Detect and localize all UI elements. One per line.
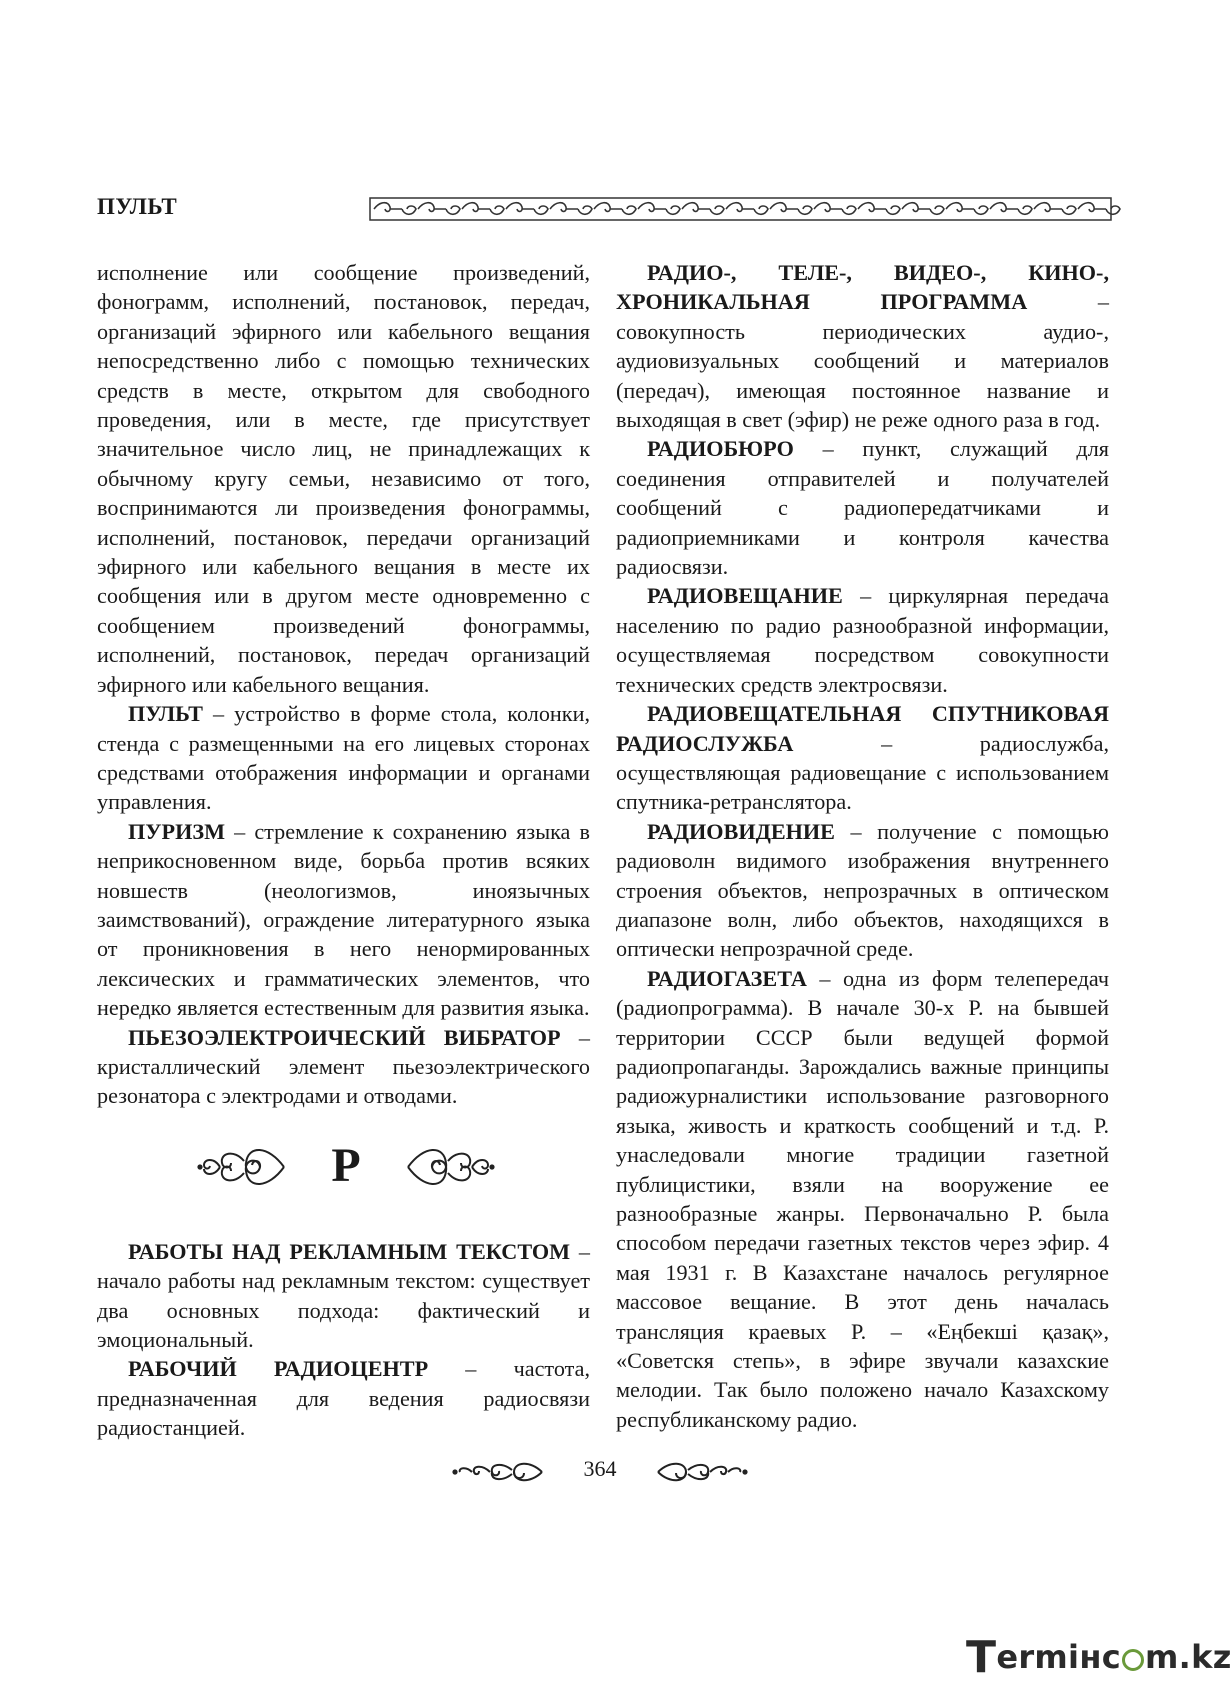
- ornament-motif: [726, 203, 768, 215]
- continuation-paragraph: исполнение или сообщение произведений, фонограмм, исполнений, постановок, передач, организаций эфирного или кабельного вещания непосредственно либо с помощью технических средств в месте, открытом для свободного проведения, или в месте, где присутствует значительное число лиц, не принадлежащих к обычному кругу семьи, независимо от того, воспринимаются ли произведения фонограммы, исполнений, постановок, передачи организаций эфирного или кабельного вещания в месте их сообщения или в другом месте одновременно с сообщением произведений фонограммы, исполнений, постановок, передач организаций эфирного или кабельного вещания.: [97, 260, 590, 697]
- entry-term: РАДИОВЕЩАНИЕ: [647, 583, 843, 609]
- entry-definition: – одна из форм телепередач (радиопрограмма). В начале 30-х Р. на бывшей территории СССР были ведущей формой радиопропаганды. Зарождались важные принципы радиожурналистики использование разговорного языка, живость и краткость сообщений и т.д. Р. унаследовали многие традиции газетной публицистики, взяли на вооружение ее разнообразные жанры. Первоначально Р. была способом передачи газетных текстов через эфир. 4 мая 1931 г. В Казахстане началось регулярное массовое вещание. В этот день началась трансляция краевых Р. – «Еңбекші қазақ», «Советскя степь», в эфире звучали казахские мелодии. Так было положено начало Казахскому республиканскому радио.: [616, 965, 1109, 1432]
- entry-term: РАДИО-, ТЕЛЕ-, ВИДЕО-, КИНО-, ХРОНИКАЛЬНАЯ ПРОГРАММА: [616, 260, 1109, 315]
- entry-term: ПУРИЗМ: [128, 818, 226, 844]
- site-watermark: [966, 1632, 1232, 1683]
- entry-term: ПЬЕЗОЭЛЕКТРОИЧЕСКИЙ ВИБРАТОР: [128, 1024, 561, 1050]
- dictionary-entry: [97, 1237, 590, 1355]
- section-letter: Р: [331, 1138, 361, 1192]
- entry-term: РАДИОВИДЕНИЕ: [647, 818, 835, 844]
- ornament-motif: [990, 203, 1032, 215]
- watermark-text: ermінc: [996, 1638, 1122, 1676]
- ornament-motif: [374, 203, 416, 215]
- footer-ornament-right-icon: [656, 1458, 748, 1486]
- left-column: [97, 258, 590, 1443]
- section-letter-divider: [97, 1111, 590, 1237]
- dictionary-entry: [97, 699, 590, 817]
- entry-definition: – частота, предназначенная для ведения радиосвязи радиостанцией.: [97, 1356, 590, 1441]
- entry-definition: – циркулярная передача населению по радио разнообразной информации, осуществляемая посредством совокупности технических средств электросвязи.: [616, 583, 1109, 697]
- dictionary-entry: [616, 258, 1109, 434]
- ornament-motif: [682, 203, 724, 215]
- watermark-o-icon: [1122, 1649, 1144, 1671]
- ornament-motif: [550, 203, 592, 215]
- dictionary-entry: [616, 434, 1109, 581]
- entry-definition: – кристаллический элемент пьезоэлектрического резонатора с электродами и отводами.: [97, 1024, 590, 1109]
- ornament-motif: [506, 203, 548, 215]
- ornament-motif: [946, 203, 988, 215]
- ornament-motif: [1034, 203, 1076, 215]
- entry-term: РАБОЧИЙ РАДИОЦЕНТР: [128, 1356, 429, 1382]
- ornament-right-icon: [406, 1141, 494, 1193]
- footer-ornament-left-icon: [452, 1458, 544, 1486]
- ornament-motif: [902, 203, 944, 215]
- dictionary-entry: [616, 581, 1109, 699]
- header-ornament-border: [370, 196, 1111, 222]
- entry-term: ПУЛЬТ: [128, 701, 203, 727]
- entry-definition: – стремление к сохранению языка в неприкосновенном виде, борьба против всяких новшеств (неологизмов, иноязычных заимствований), ограждение литературного языка от проникновения в него ненормированных лексических и грамматических элементов, что нередко является естественным для развития языка.: [97, 818, 590, 1021]
- ornament-left-icon: [198, 1141, 286, 1193]
- ornament-motif: [858, 203, 900, 215]
- entry-definition: – начало работы над рекламным текстом: существует два основных подхода: фактический и эмоциональный.: [97, 1238, 590, 1352]
- entry-definition: – радиослужба, осуществляющая радиовещание с использованием спутника-ретранслятора.: [616, 730, 1109, 815]
- ornament-motif: [594, 203, 636, 215]
- ornament-motif: [814, 203, 856, 215]
- watermark-domain: m.kz: [1145, 1638, 1232, 1676]
- entry-term: РАДИОВЕЩАТЕЛЬНАЯ СПУТНИКОВАЯ РАДИОСЛУЖБА: [616, 701, 1109, 756]
- ornament-motif: [1078, 203, 1120, 215]
- right-column: [616, 258, 1109, 1434]
- dictionary-entry: [97, 1354, 590, 1442]
- ornament-motif: [418, 203, 460, 215]
- ornament-motif: [462, 203, 504, 215]
- entry-definition: – устройство в форме стола, колонки, стенда с размещенными на его лицевых сторонах средствами отображения информации и органами управления.: [97, 701, 590, 815]
- entry-term: РАБОТЫ НАД РЕКЛАМНЫМ ТЕКСТОМ: [128, 1238, 571, 1264]
- dictionary-entry: [616, 699, 1109, 817]
- dictionary-entry: [616, 964, 1109, 1435]
- dictionary-entry: [97, 817, 590, 1023]
- entry-term: РАДИОБЮРО: [647, 436, 794, 462]
- page-number: 364: [583, 1456, 617, 1481]
- entry-definition: – совокупность периодических аудио-, аудиовизуальных сообщений и материалов (передач), имеющая постоянное название и выходящая в свет (эфир) не реже одного раза в год.: [616, 289, 1109, 433]
- entry-definition: – получение с помощью радиоволн видимого изображения внутреннего строения объектов, непрозрачных в оптическом диапазоне волн, либо объектов, находящихся в оптически непрозрачной среде.: [616, 818, 1109, 962]
- entry-term: РАДИОГАЗЕТА: [647, 965, 807, 991]
- watermark-letter: T: [966, 1632, 997, 1683]
- ornament-motif: [638, 203, 680, 215]
- dictionary-entry: [616, 817, 1109, 964]
- page-footer: [0, 1452, 1191, 1492]
- running-head: ПУЛЬТ: [97, 194, 178, 219]
- entry-definition: – пункт, служащий для соединения отправителей и получателей сообщений с радиопередатчиками и радиоприемниками и контроля качества радиосвязи.: [616, 436, 1109, 580]
- dictionary-entry: [97, 1023, 590, 1111]
- ornament-motif: [770, 203, 812, 215]
